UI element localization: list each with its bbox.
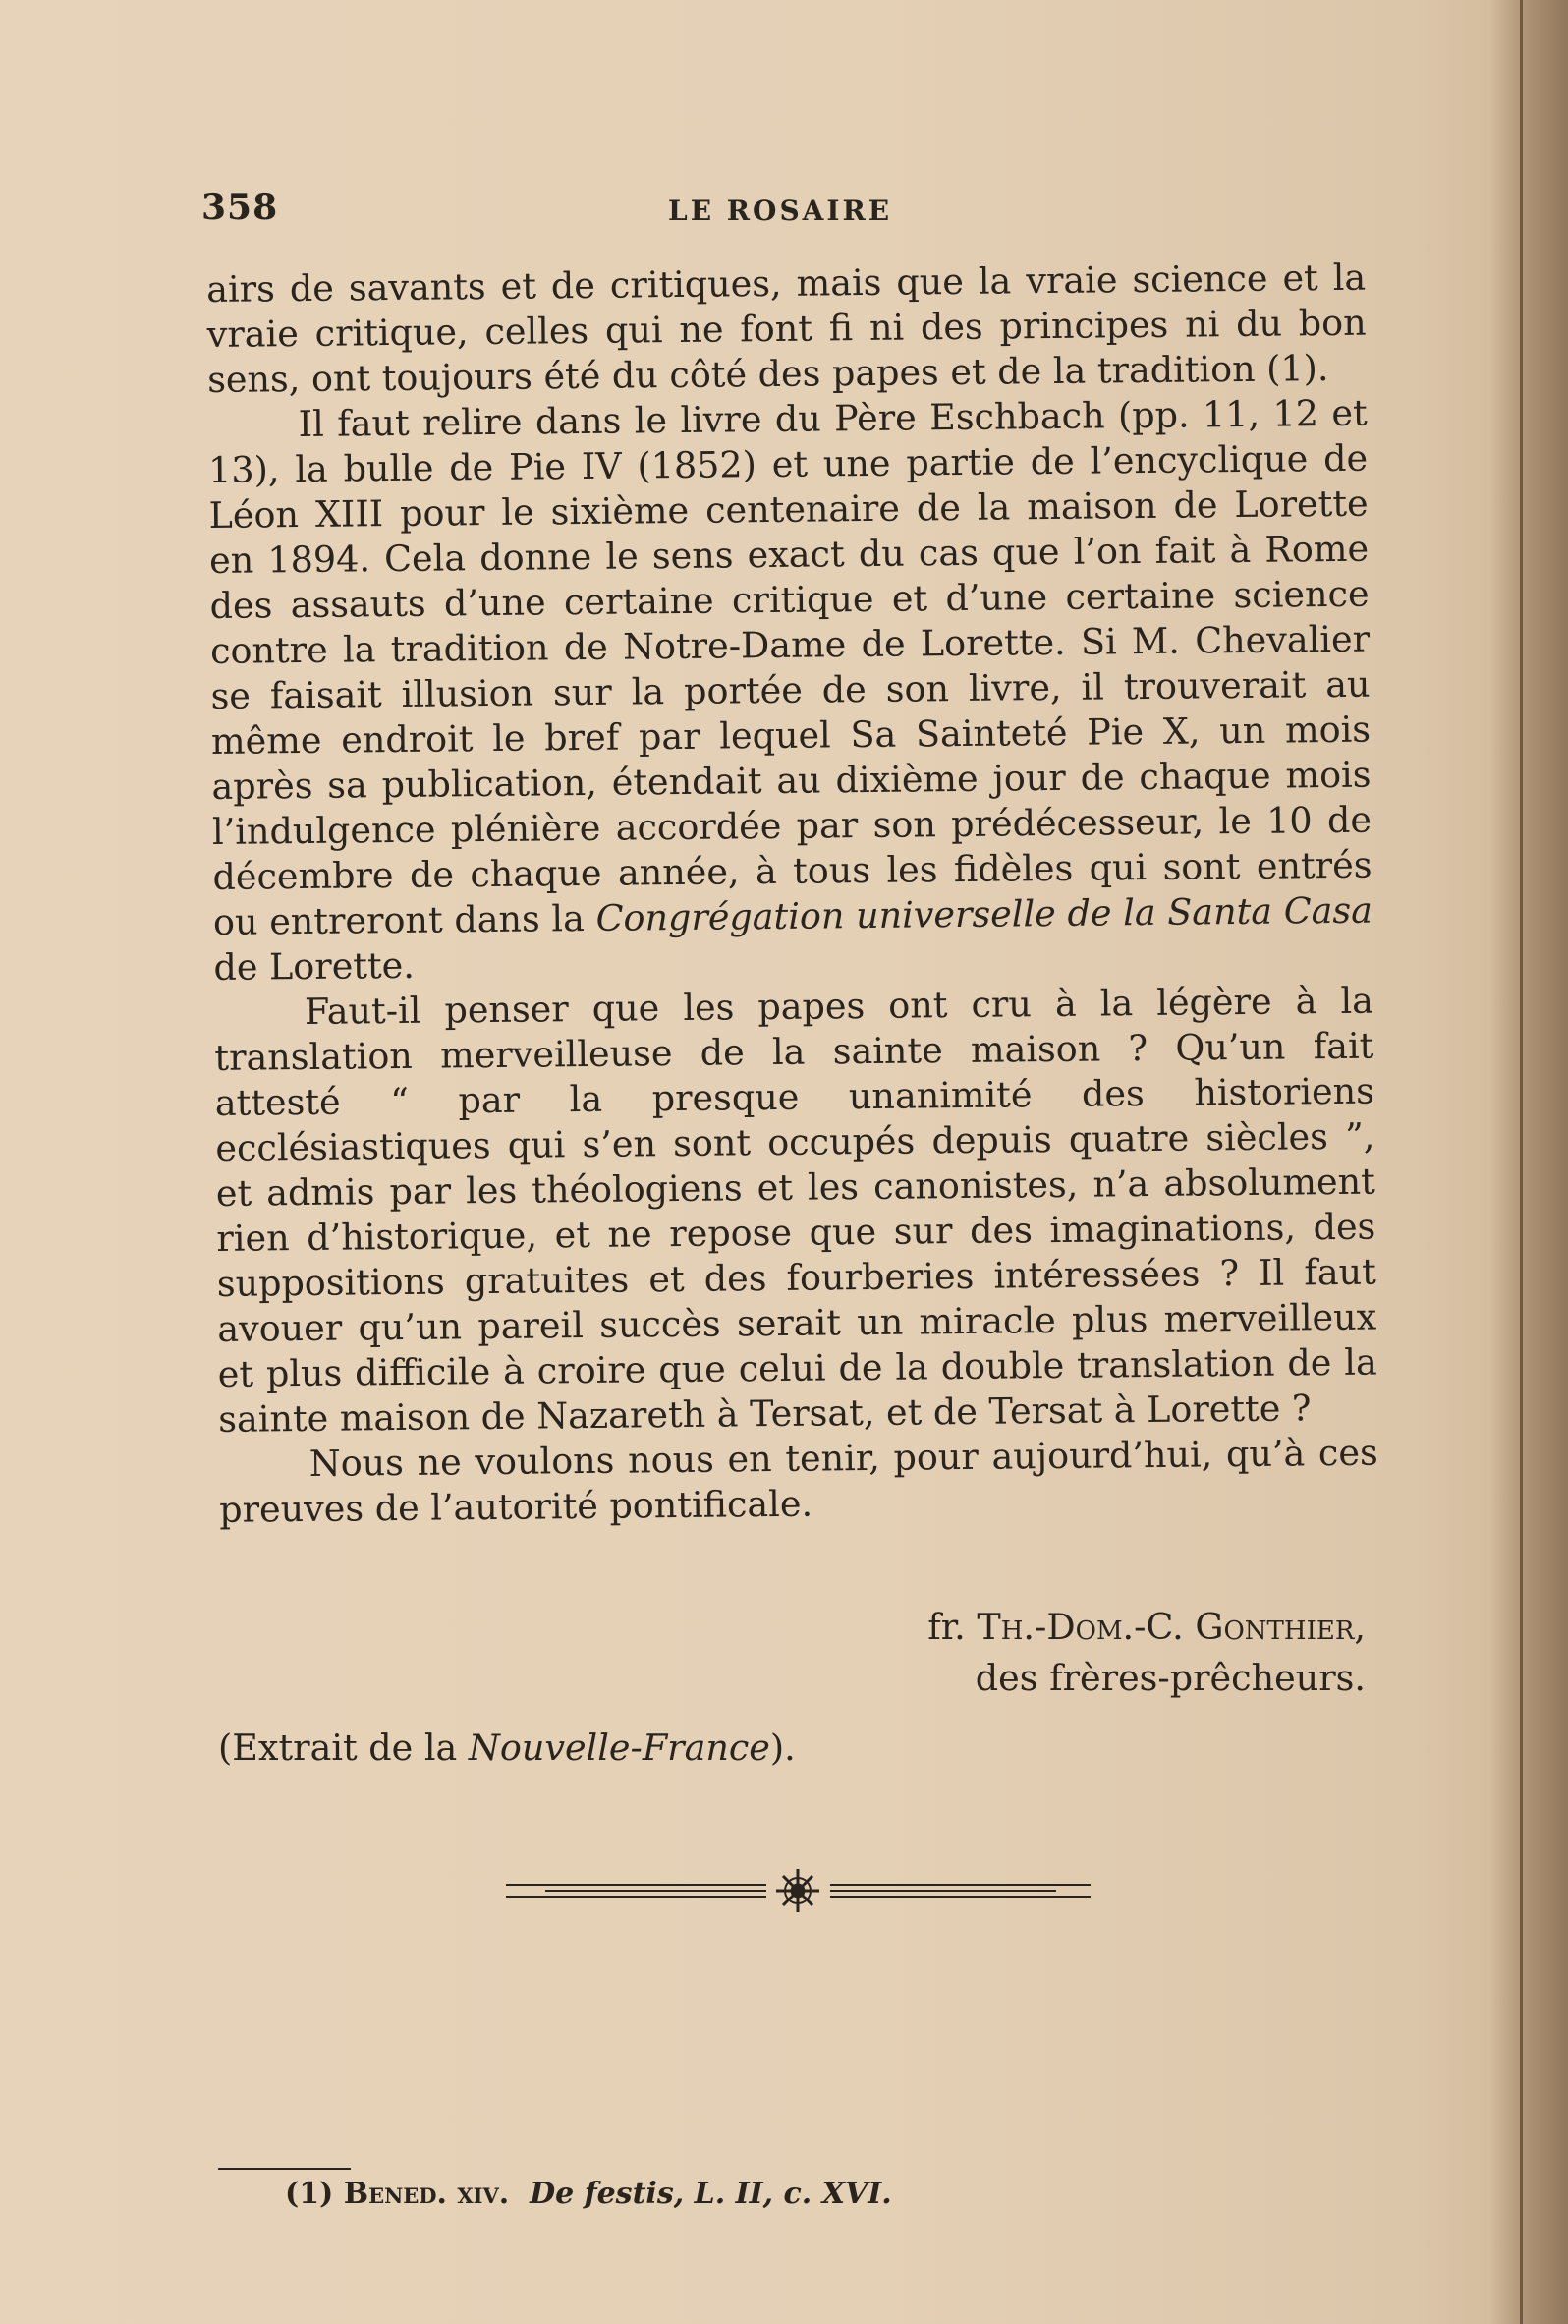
footnote-marker: (1) (285, 2177, 334, 2211)
source-prefix: (Extrait de la (218, 1727, 458, 1769)
running-head (201, 187, 1371, 246)
paragraph-4: Nous ne voulons nous en tenir, pour aujourd’hui, qu’à ces preuves de l’autorité pontificale. (219, 1431, 1378, 1531)
page-number: 358 (201, 187, 279, 228)
ornament-right-rules (830, 1885, 1091, 1897)
signature-order: des frères-prêcheurs. (975, 1657, 1366, 1699)
source-suffix: ). (769, 1727, 796, 1769)
signature-name: Th.-Dom.-C. Gonthier, (977, 1606, 1366, 1648)
main-text (206, 255, 1378, 1533)
ornament-divider (506, 1865, 1091, 1914)
paragraph-2 (207, 391, 1372, 991)
paragraph-1: airs de savants et de critiques, mais que la vraie science et la vraie critique, celles qui ne font fi ni des principes ni du bon sens, ont toujours été du côté des papes et de la tradition (1). (206, 255, 1367, 401)
signature-block (206, 1602, 1366, 1704)
paragraph-2-main: Il faut relire dans le livre du Père Eschbach (pp. 11, 12 et 13), la bulle de Pie IV (1852) et une partie de l’encyclique de Léon XIII pour le sixième centenaire de la maison de Lorette en 1894. Cela donne le sens exact du cas que l’on fait à Rome des assauts d’une certaine critique et d’une certaine science contre la tradition de Notre-Dame de Lorette. Si M. Chevalier se faisait illusion sur la portée de son livre, il trouverait au même endroit le bref par lequel Sa Sainteté Pie X, un mois après sa publication, étendait au dixième jour de chaque mois l’indulgence plénière accordée par son prédécesseur, le 10 de décembre de chaque année, à tous les fidèles qui sont entrés ou entreront dans la (207, 391, 1372, 943)
page-edge-line (1520, 0, 1523, 2324)
paragraph-3: Faut-il penser que les papes ont cru à la légère à la translation merveilleuse de la sainte maison ? Qu’un fait attesté “ par la presque unanimité des historiens ecclésiastiques qui s’en sont occupés depuis quatre siècles ”, et admis par les théologiens et les canonistes, n’a absolument rien d’historique, et ne repose que sur des imaginations, des suppositions gratuites et des fourberies intéressées ? Il faut avouer qu’un pareil succès serait un miracle plus merveilleux et plus difficile à croire que celui de la double translation de la sainte maison de Nazareth à Tersat, et de Tersat à Lorette ? (214, 979, 1377, 1441)
page-gutter-shadow (1489, 0, 1568, 2324)
footnote-author: Bened. xiv. (343, 2177, 510, 2211)
congregation-name: Congrégation universelle de la Santa Casa (595, 888, 1373, 939)
footnote-rule (218, 2168, 351, 2170)
source-title: Nouvelle-France (468, 1727, 770, 1769)
source-note (218, 1727, 796, 1769)
ornament-left-rules (506, 1885, 766, 1897)
footnote-reference: De festis, L. II, c. XVI. (530, 2177, 892, 2211)
footnote (285, 2177, 892, 2211)
ornament-flower-icon (776, 1869, 819, 1912)
running-title: LE ROSAIRE (668, 195, 893, 227)
signature-name-line (206, 1602, 1366, 1653)
signature-prefix: fr. (927, 1606, 966, 1648)
paragraph-2-end: de Lorette. (213, 943, 416, 989)
